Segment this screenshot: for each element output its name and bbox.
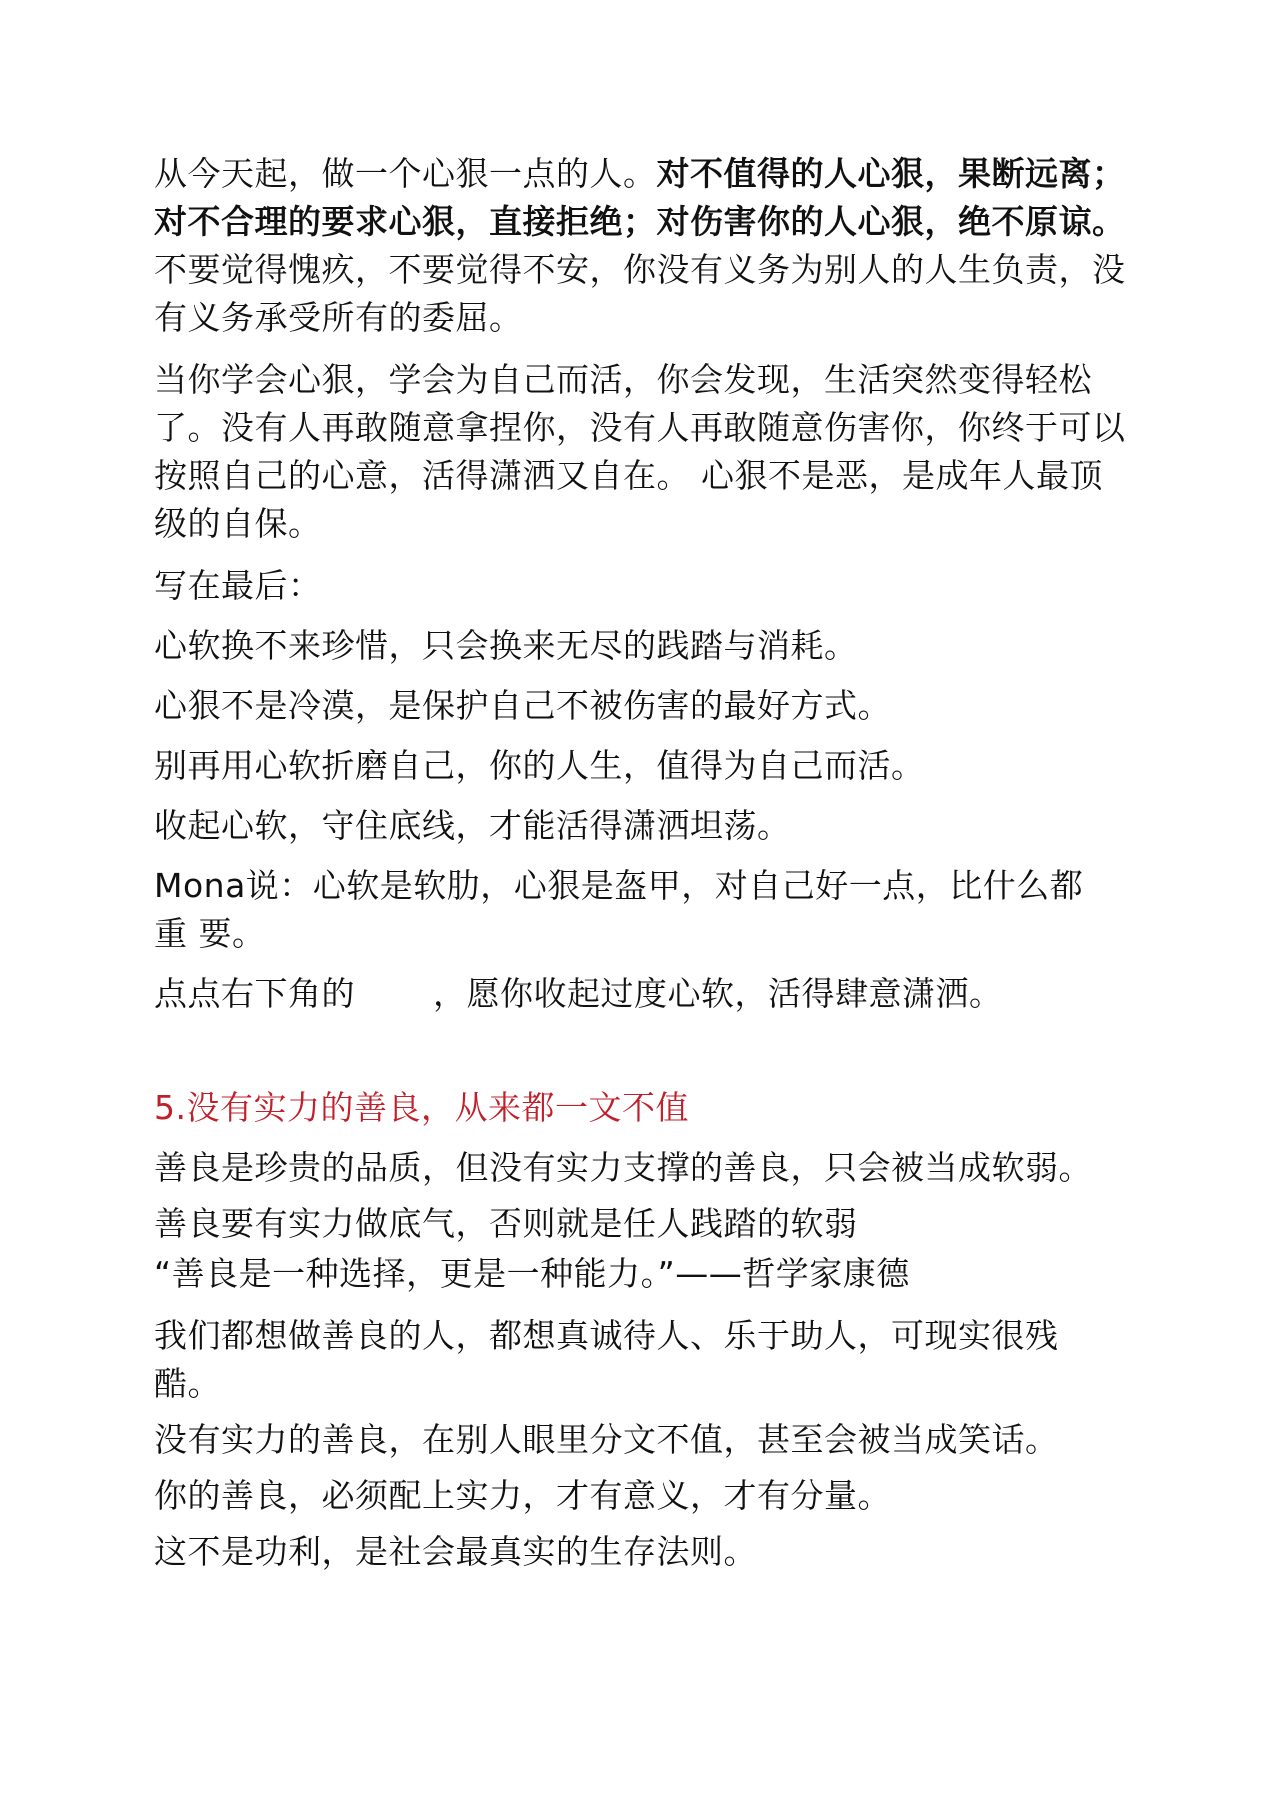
- article-body: [154, 150, 1134, 1576]
- paragraph-kindness-6: 这不是功利，是社会最真实的生存法则。: [154, 1532, 757, 1571]
- paragraph-closing-1: 心软换不来珍惜，只会换来无尽的践踏与消耗。: [154, 626, 858, 665]
- paragraph-kindness-4: 没有实力的善良，在别人眼里分文不值，甚至会被当成笑话。: [154, 1420, 1059, 1459]
- intro-bold: 对不值得的人心狠，果断远离；对不合理的要求心狠，直接拒绝；对伤害你的人心狠，绝不原谅。: [154, 154, 1126, 241]
- paragraph-kindness-1: 善良是珍贵的品质，但没有实力支撑的善良，只会被当成软弱。: [154, 1148, 1092, 1187]
- cta-lead: 点点右下角的: [154, 974, 355, 1013]
- intro-lead: 从今天起，做一个心狠一点的人。: [154, 154, 657, 193]
- paragraph-learn-to-be-firm: 当你学会心狠，学会为自己而活，你会发现，生活突然变得轻松了。没有人再敢随意拿捏你，没有人再敢随意伤害你，你终于可以按照自己的心意，活得潇洒又自在。 心狠不是恶，是成年人最顶级的自保。: [154, 360, 1126, 543]
- paragraph-kindness-2: 善良要有实力做底气，否则就是任人践踏的软弱: [154, 1204, 858, 1243]
- paragraph-closing-2: 心狠不是冷漠，是保护自己不被伤害的最好方式。: [154, 686, 891, 725]
- section-heading: 5.没有实力的善良，从来都一文不值: [154, 1088, 689, 1127]
- paragraph-closing-4: 收起心软，守住底线，才能活得潇洒坦荡。: [154, 806, 791, 845]
- paragraph-mona-quote: Mona说：心软是软肋，心狠是盔甲，对自己好一点，比什么都重 要。: [154, 866, 1084, 953]
- paragraph-closing-3: 别再用心软折磨自己，你的人生，值得为自己而活。: [154, 746, 925, 785]
- paragraph-call-to-action: [154, 970, 1134, 1018]
- paragraph-closing-label: 写在最后：: [154, 566, 322, 605]
- paragraph-kindness-3: 我们都想做善良的人，都想真诚待人、乐于助人，可现实很残酷。: [154, 1316, 1059, 1403]
- paragraph-kindness-5: 你的善良，必须配上实力，才有意义，才有分量。: [154, 1476, 891, 1515]
- paragraph-intro: [154, 150, 1134, 342]
- paragraph-kant-quote: “善良是一种选择，更是一种能力。”——哲学家康德: [154, 1254, 910, 1293]
- cta-tail: ，愿你收起过度心软，活得肆意潇洒。: [433, 974, 1003, 1013]
- intro-tail: 不要觉得愧疚，不要觉得不安，你没有义务为别人的人生负责，没有义务承受所有的委屈。: [154, 250, 1126, 337]
